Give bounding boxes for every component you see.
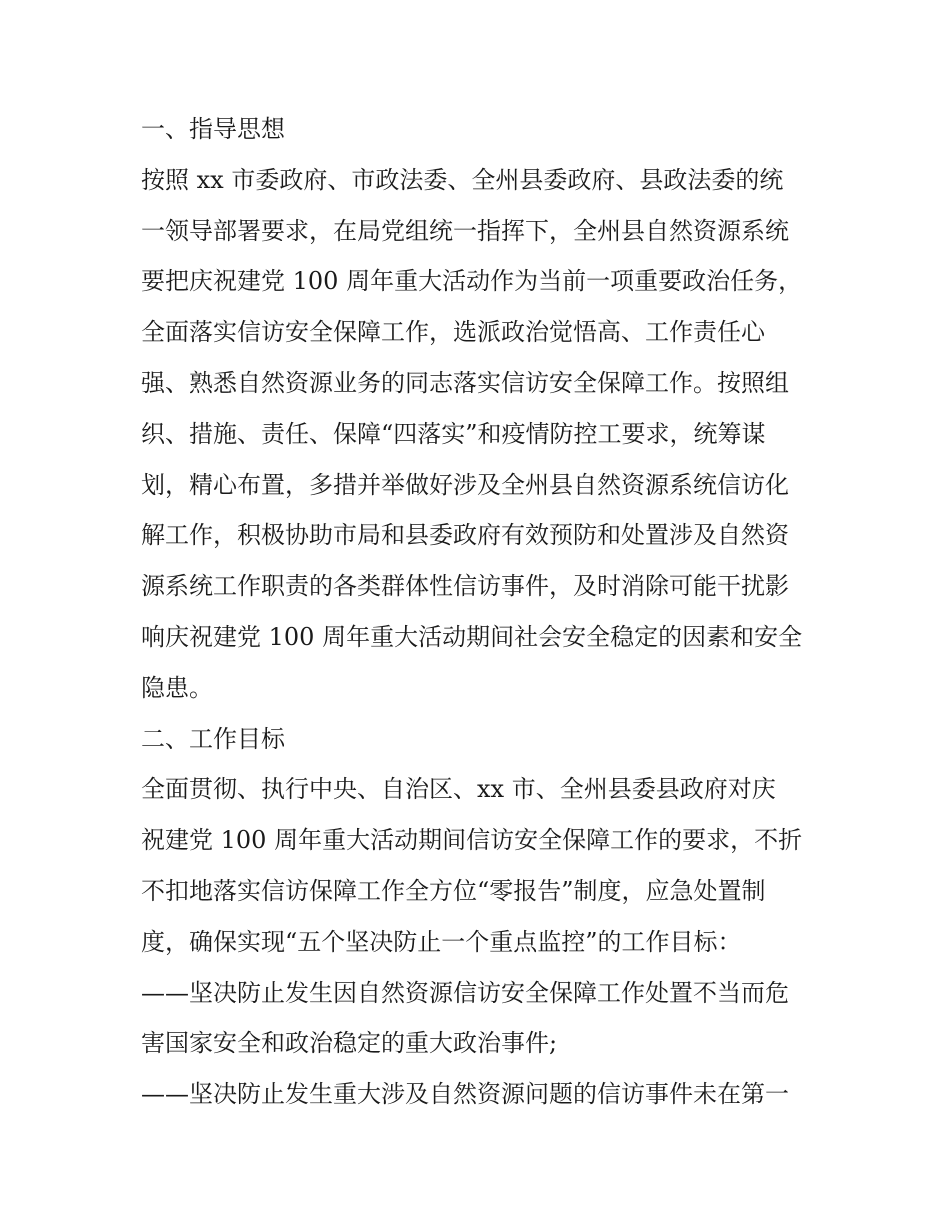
section-heading-guiding-ideology: 一、指导思想	[141, 115, 285, 143]
paragraph-line: 全面落实信访安全保障工作，选派政治觉悟高、工作责任心	[141, 318, 765, 347]
list-item-line: ——坚决防止发生重大涉及自然资源问题的信访事件未在第一	[141, 1080, 789, 1109]
paragraph-line: 一领导部署要求，在局党组统一指挥下，全州县自然资源系统	[141, 216, 789, 245]
paragraph-line: 全面贯彻、执行中央、自治区、xx 市、全州县委县政府对庆	[141, 775, 776, 804]
section-heading-work-goals: 二、工作目标	[141, 724, 285, 753]
paragraph-line: 源系统工作职责的各类群体性信访事件，及时消除可能干扰影	[141, 572, 789, 601]
paragraph-line: 划，精心布置，多措并举做好涉及全州县自然资源系统信访化	[141, 470, 789, 499]
paragraph-line: 祝建党 100 周年重大活动期间信访安全保障工作的要求，不折	[141, 826, 803, 855]
paragraph-line: 度，确保实现“五个坚决防止一个重点监控”的工作目标：	[141, 927, 742, 956]
list-item-line: ——坚决防止发生因自然资源信访安全保障工作处置不当而危	[141, 978, 789, 1007]
paragraph-line: 不扣地落实信访保障工作全方位“零报告”制度，应急处置制	[141, 876, 766, 905]
document-body	[141, 104, 813, 1120]
paragraph-line: 按照 xx 市委政府、市政法委、全州县委政府、县政法委的统	[141, 165, 784, 194]
list-item-line: 害国家安全和政治稳定的重大政治事件;	[141, 1029, 558, 1058]
paragraph-line: 要把庆祝建党 100 周年重大活动作为当前一项重要政治任务，	[141, 267, 803, 296]
paragraph-line: 强、熟悉自然资源业务的同志落实信访安全保障工作。按照组	[141, 368, 789, 397]
paragraph-line: 解工作，积极协助市局和县委政府有效预防和处置涉及自然资	[141, 521, 789, 550]
paragraph-line: 织、措施、责任、保障“四落实”和疫情防控工要求，统筹谋	[141, 419, 766, 448]
paragraph-line: 隐患。	[141, 673, 213, 702]
paragraph-line: 响庆祝建党 100 周年重大活动期间社会安全稳定的因素和安全	[141, 622, 803, 651]
